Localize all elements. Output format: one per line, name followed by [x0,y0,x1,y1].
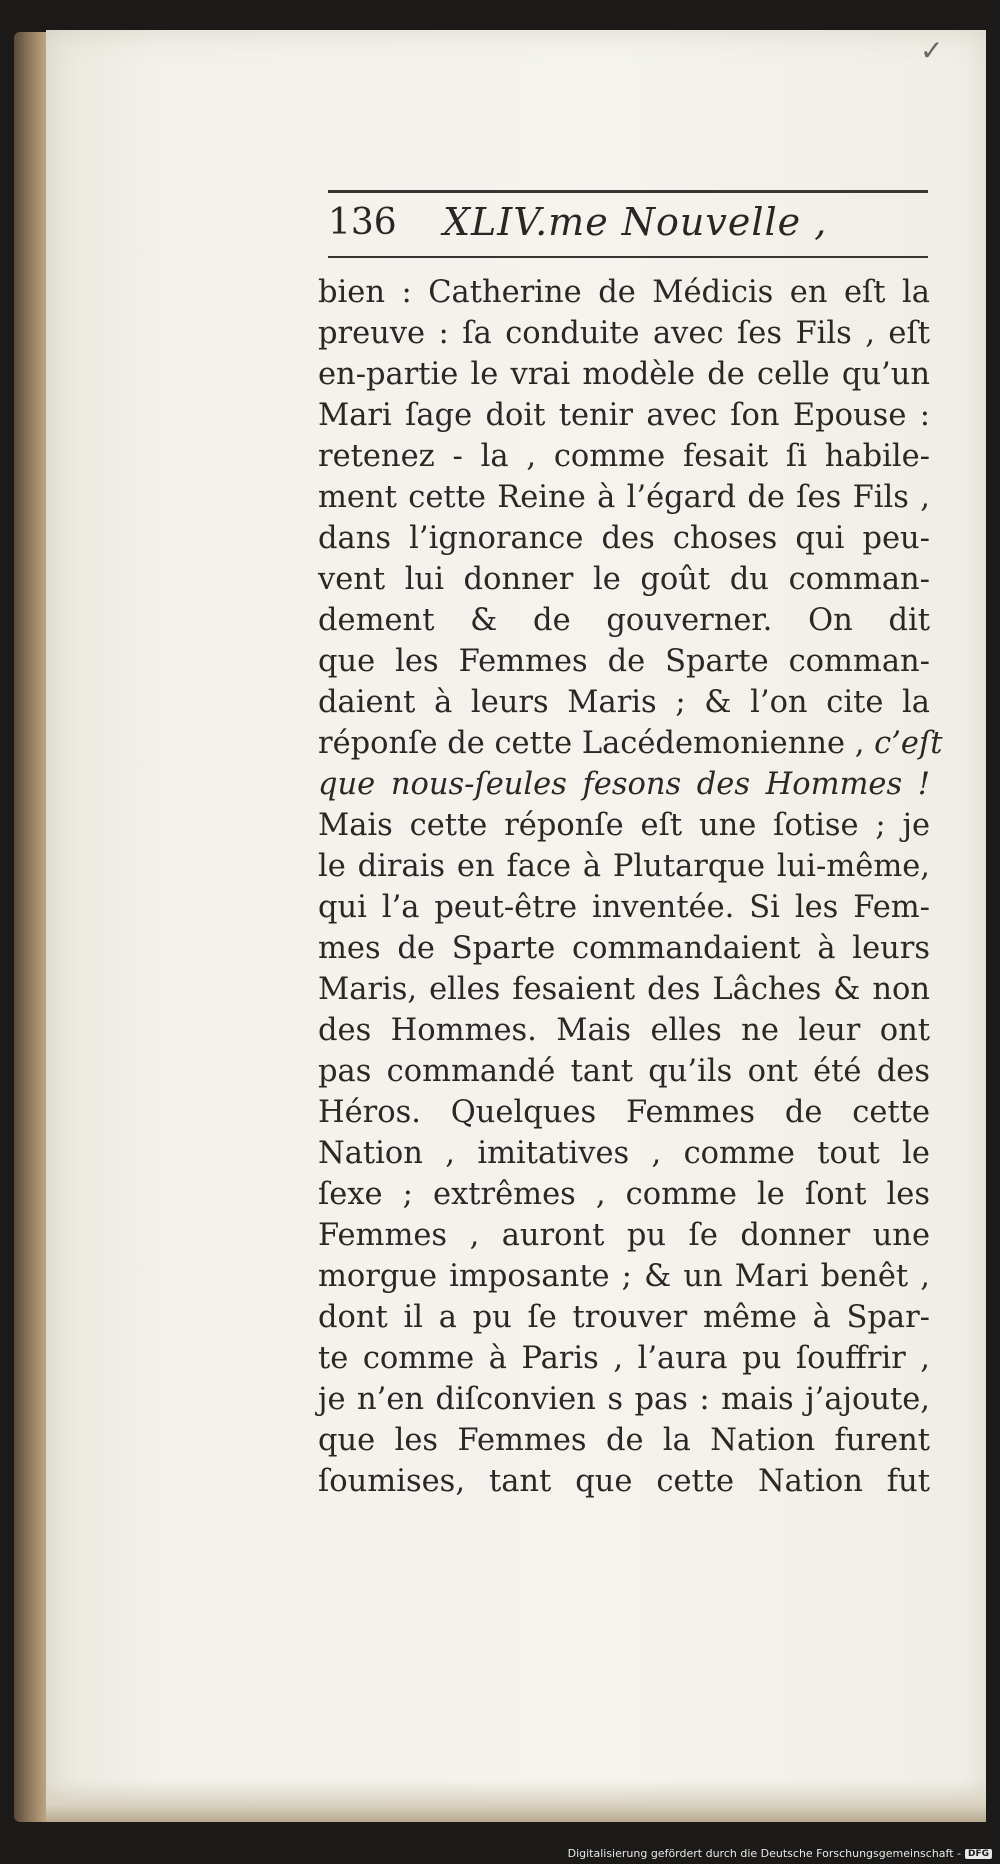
text-line [318,395,930,436]
text-line [318,1092,930,1133]
text-line [318,354,930,395]
page-wear [46,1780,986,1822]
text-segment: mes de Sparte commandaient à leurs [318,931,930,966]
text-segment: réponſe de cette Lacédemonienne , [318,726,875,761]
text-segment: le dirais en face à Plutarque lui-même, [318,849,930,884]
dfg-logo: DFG [965,1849,992,1859]
text-line [318,969,930,1010]
text-segment: que les Femmes de la Nation furent [318,1423,930,1458]
text-line [318,682,930,723]
text-line [318,436,930,477]
text-segment: Maris, elles fesaient des Lâches & non [318,972,930,1007]
running-title: XLIV.me Nouvelle , [443,200,828,244]
text-segment: morgue imposante ; & un Mari benêt , [318,1259,930,1294]
header-rule-top [328,190,928,193]
text-segment: en-partie le vrai modèle de celle qu’un [318,357,930,392]
text-segment: Mari ſage doit tenir avec ſon Epouse : [318,398,930,433]
text-line [318,1256,930,1297]
text-segment: daient à leurs Maris ; & l’on cite la [318,685,930,720]
text-segment: que les Femmes de Sparte comman- [318,644,930,679]
text-line [318,1133,930,1174]
text-segment: des Hommes. Mais elles ne leur ont [318,1013,930,1048]
text-line [318,846,930,887]
text-segment: vent lui donner le goût du comman- [318,562,930,597]
page-header [328,200,928,256]
text-line [318,518,930,559]
text-line [318,272,930,313]
text-line [318,928,930,969]
text-segment: te comme à Paris , l’aura pu ſouffrir , [318,1341,930,1376]
text-line [318,313,930,354]
italic-segment: que nous-ſeules fesons des Hommes ! [318,767,930,802]
text-segment: dont il a pu ſe trouver même à Spar- [318,1300,930,1335]
footer [568,1847,992,1860]
text-line [318,600,930,641]
text-line [318,723,943,764]
text-line [318,559,930,600]
text-line [318,805,930,846]
text-line [318,641,930,682]
text-line [318,887,930,928]
text-body [318,272,943,1502]
corner-check-mark: ✓ [920,34,944,67]
page-number: 136 [328,202,397,243]
text-segment: Femmes , auront pu ſe donner une [318,1218,930,1253]
header-rule-bottom [328,256,928,258]
text-line [318,1010,930,1051]
text-line [318,1215,930,1256]
text-segment: pas commandé tant qu’ils ont été des [318,1054,930,1089]
text-segment: qui l’a peut-être inventée. Si les Fem- [318,890,930,925]
text-line [318,1379,930,1420]
text-line [318,1420,930,1461]
text-segment: dans l’ignorance des choses qui peu- [318,521,930,556]
text-segment: ment cette Reine à l’égard de ſes Fils , [318,480,930,515]
text-segment: preuve : ſa conduite avec ſes Fils , eſt [318,316,930,351]
text-segment: dement & de gouverner. On dit [318,603,930,638]
text-segment: Héros. Quelques Femmes de cette [318,1095,930,1130]
text-segment: Nation , imitatives , comme tout le [318,1136,930,1171]
text-segment: retenez - la , comme fesait ſi habile- [318,439,930,474]
text-line [318,1461,930,1502]
text-line [318,764,930,805]
text-segment: je n’en diſconvien s pas : mais j’ajoute, [318,1382,930,1417]
footer-credit: Digitalisierung gefördert durch die Deutsche Forschungsgemeinschaft - [567,1847,961,1860]
text-segment: bien : Catherine de Médicis en eſt la [318,275,930,310]
text-segment: Mais cette réponſe eſt une ſotise ; je [318,808,930,843]
text-segment: ſexe ; extrêmes , comme le ſont les [318,1177,930,1212]
text-line [318,1297,930,1338]
text-line [318,1051,930,1092]
text-line [318,1174,930,1215]
italic-segment: c’eſt [874,726,943,761]
text-segment: ſoumises, tant que cette Nation fut [318,1464,930,1499]
text-line [318,1338,930,1379]
text-line [318,477,930,518]
